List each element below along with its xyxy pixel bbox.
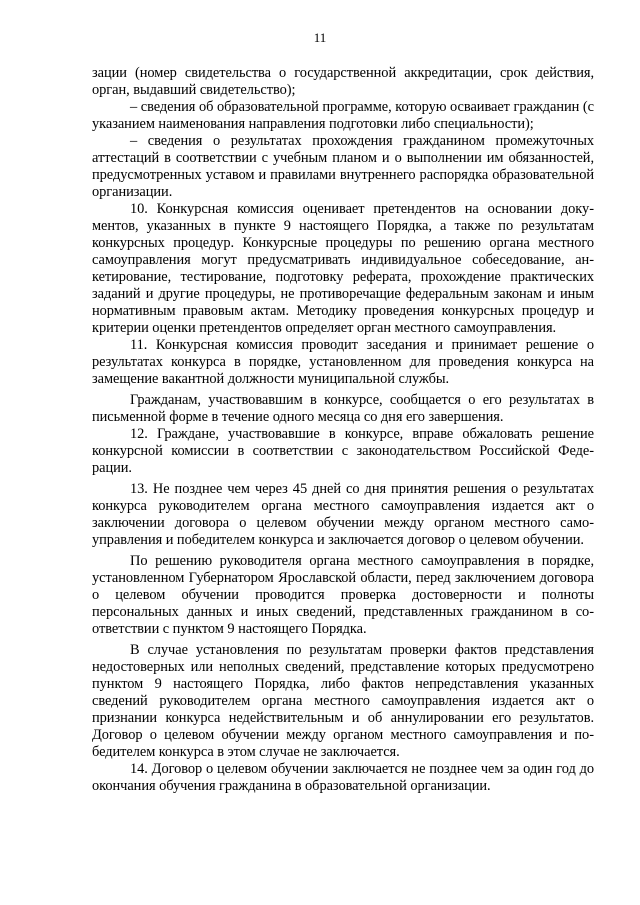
paragraph-2: – сведения об образовательной программе, которую осваивает гражданин (с указанием наименования направления подготовки либо специальности); (92, 99, 594, 132)
paragraph-5: 11. Конкурсная комиссия проводит заседания и принимает решение о результатах конкурса в порядке, установленном для проведения конкурса на замещение вакантной должности муниципальной службы. (92, 337, 594, 387)
paragraph-4: 10. Конкурсная комиссия оценивает претендентов на основании документов, указанных в пункте 9 настоящего Порядка, а также по результатам конкурсных процедур. Конкурсные процедуры по решению органа местного самоуправления могут предусматривать индивидуальное собеседование, анкетирование, тестирование, подготовку реферата, прохождение практических заданий и другие процедуры, не противоречащие федеральным законам и иным нормативным правовым актам. Методику проведения конкурсных процедур и критерии оценки претендентов определяет орган местного самоуправления. (92, 201, 594, 336)
document-body (92, 65, 594, 795)
paragraph-3: – сведения о результатах прохождения гражданином промежуточных аттестаций в соответствии с учебным планом и о выполнении им обязанностей, предусмотренных уставом и правилами внутреннего распорядка образовательной организации. (92, 133, 594, 200)
paragraph-1: зации (номер свидетельства о государственной аккредитации, срок действия, орган, выдавший свидетельство); (92, 65, 594, 98)
paragraph-11: 14. Договор о целевом обучении заключается не позднее чем за один год до окончания обучения гражданина в образовательной организации. (92, 761, 594, 794)
paragraph-6: Гражданам, участвовавшим в конкурсе, сообщается о его результатах в письменной форме в течение одного месяца со дня его завершения. (92, 392, 594, 425)
paragraph-8: 13. Не позднее чем через 45 дней со дня принятия решения о результатах конкурса руководителем органа местного самоуправления издается акт о заключении договора о целевом обучении между органом местного самоуправления и победителем конкурса и заключается договор о целевом обучении. (92, 481, 594, 548)
paragraph-7: 12. Граждане, участвовавшие в конкурсе, вправе обжаловать решение конкурсной комиссии в соответствии с законодательством Российской Федерации. (92, 426, 594, 476)
paragraph-9: По решению руководителя органа местного самоуправления в порядке, установленном Губернатором Ярославской области, перед заключением договора о целевом обучении проводится проверка достоверности и полноты персональных данных и иных сведений, представленных гражданином в соответствии с пунктом 9 настоящего Порядка. (92, 553, 594, 637)
paragraph-10: В случае установления по результатам проверки фактов представления недостоверных или неполных сведений, представление которых предусмотрено пунктом 9 настоящего Порядка, либо фактов непредставления указанных сведений руководителем органа местного самоуправления издается акт о признании конкурса недействительным и об аннулировании его результатов. Договор о целевом обучении между органом местного самоуправления и победителем конкурса в этом случае не заключается. (92, 642, 594, 760)
page-number: 11 (313, 30, 327, 45)
